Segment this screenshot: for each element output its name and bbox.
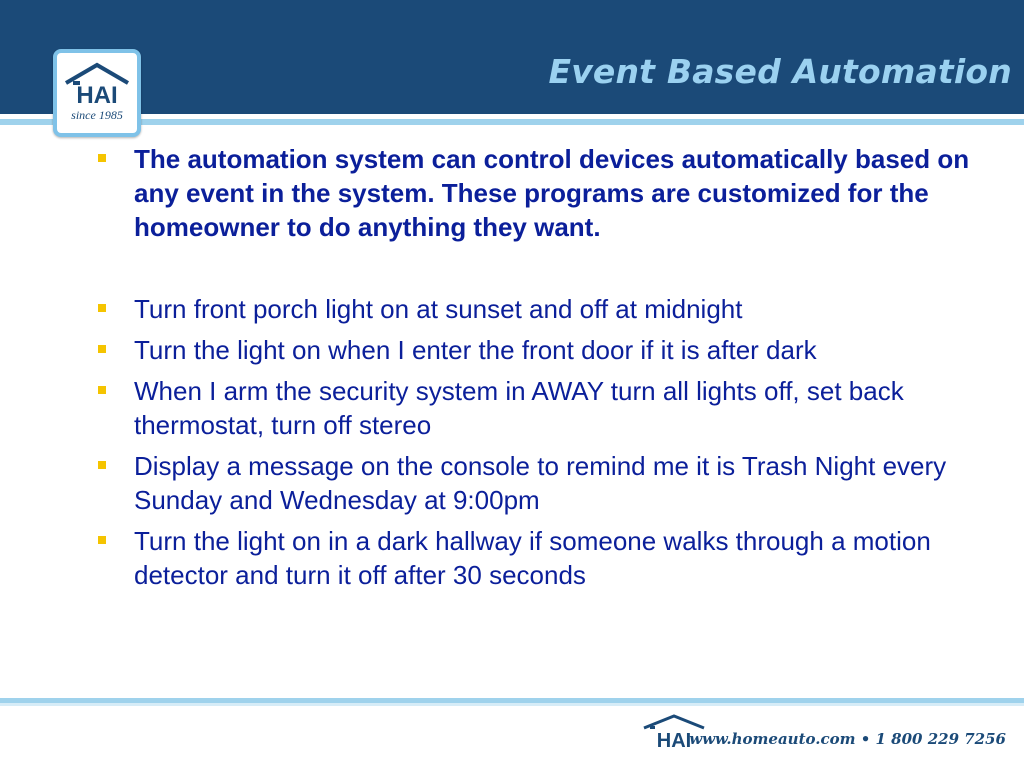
list-item — [98, 142, 978, 244]
bullet-square-icon — [98, 154, 106, 162]
list-item-text: Turn the light on in a dark hallway if someone walks through a motion detector and turn it off after 30 seconds — [134, 526, 931, 590]
list-item-text: Turn front porch light on at sunset and off at midnight — [134, 294, 743, 324]
slide-title: Event Based Automation — [548, 52, 1012, 91]
footer-brand-text: HAI — [656, 730, 692, 750]
footer-divider — [0, 703, 1024, 706]
list-item — [98, 449, 978, 517]
list-item — [98, 292, 978, 326]
bullet-square-icon — [98, 345, 106, 353]
list-item — [98, 374, 978, 442]
logo-tagline: since 1985 — [71, 108, 123, 122]
bullet-square-icon — [98, 536, 106, 544]
bullet-list — [98, 142, 978, 599]
list-item — [98, 524, 978, 592]
list-item-text: The automation system can control devices automatically based on any event in the system. These programs are customized for the homeowner to do anything they want. — [134, 144, 970, 242]
list-item-text: When I arm the security system in AWAY turn all lights off, set back thermostat, turn off stereo — [134, 376, 904, 440]
bullet-square-icon — [98, 386, 106, 394]
house-logo-icon — [57, 53, 137, 133]
list-item — [98, 333, 978, 367]
list-item-text: Turn the light on when I enter the front door if it is after dark — [134, 335, 817, 365]
list-item-text: Display a message on the console to remind me it is Trash Night every Sunday and Wednesday at 9:00pm — [134, 451, 947, 515]
bullet-square-icon — [98, 461, 106, 469]
logo-brand-text: HAI — [76, 82, 118, 109]
footer-contact: www.homeauto.com • 1 800 229 7256 — [689, 730, 1006, 748]
hai-logo — [53, 49, 141, 137]
header-accent-stripe — [0, 119, 1024, 125]
bullet-square-icon — [98, 304, 106, 312]
